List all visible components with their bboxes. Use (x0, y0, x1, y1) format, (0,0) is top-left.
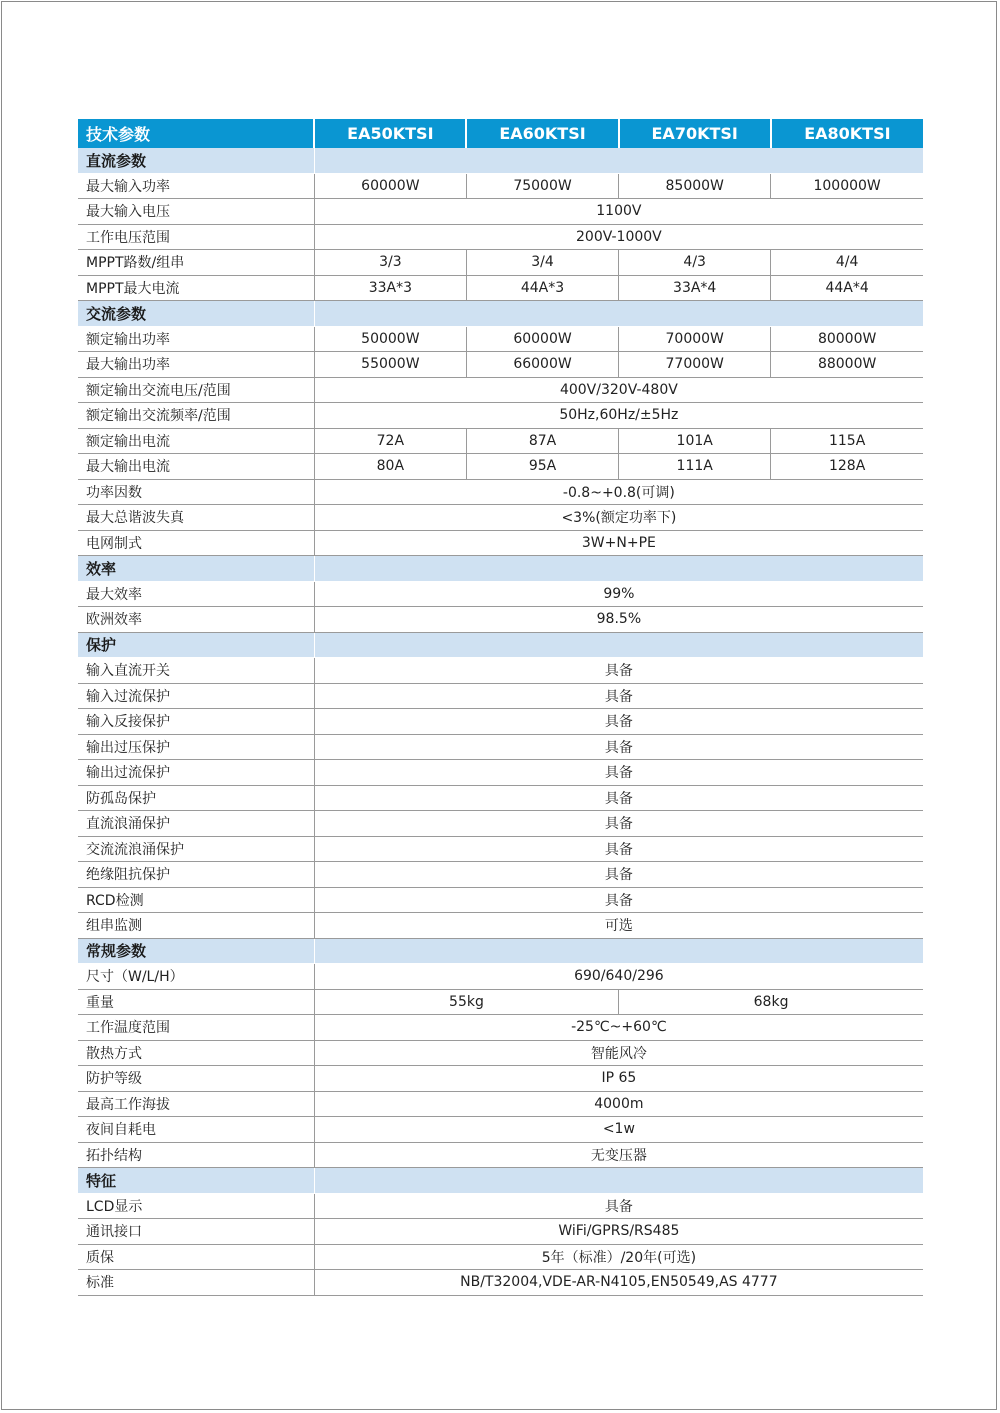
table-row (78, 811, 923, 837)
param-value: 66000W (466, 352, 618, 378)
param-value: 1100V (314, 199, 923, 225)
param-label: 输入直流开关 (78, 658, 314, 684)
param-value: 128A (771, 454, 923, 480)
section-fill (314, 556, 923, 582)
spec-table (78, 119, 923, 1296)
table-row (78, 479, 923, 505)
table-row (78, 403, 923, 429)
param-value: -25℃~+60℃ (314, 1015, 923, 1041)
param-value: 55000W (314, 352, 466, 378)
section-fill (314, 938, 923, 964)
param-label: 防护等级 (78, 1066, 314, 1092)
param-label: 防孤岛保护 (78, 785, 314, 811)
param-value: 68kg (619, 989, 923, 1015)
section-fill (314, 148, 923, 173)
table-row (78, 530, 923, 556)
table-header-row (78, 119, 923, 148)
table-row (78, 862, 923, 888)
param-value: 115A (771, 428, 923, 454)
section-title: 直流参数 (78, 148, 314, 173)
param-label: 标准 (78, 1270, 314, 1296)
table-row (78, 989, 923, 1015)
section-header-row (78, 556, 923, 582)
param-label: 额定输出功率 (78, 326, 314, 352)
param-value: 60000W (466, 326, 618, 352)
table-row (78, 173, 923, 199)
param-value: <3%(额定功率下) (314, 505, 923, 531)
param-value: 4000m (314, 1091, 923, 1117)
param-label: 电网制式 (78, 530, 314, 556)
table-row (78, 199, 923, 225)
header-model-ea60ktsi: EA60KTSI (466, 119, 618, 148)
table-row (78, 1015, 923, 1041)
param-value: 101A (619, 428, 771, 454)
param-label: 散热方式 (78, 1040, 314, 1066)
param-label: 组串监测 (78, 913, 314, 939)
param-label: MPPT路数/组串 (78, 250, 314, 276)
param-value: 具备 (314, 683, 923, 709)
param-label: 拓扑结构 (78, 1142, 314, 1168)
table-row (78, 275, 923, 301)
param-value: 智能风冷 (314, 1040, 923, 1066)
table-row (78, 250, 923, 276)
table-row (78, 1091, 923, 1117)
param-label: MPPT最大电流 (78, 275, 314, 301)
table-row (78, 377, 923, 403)
param-value: 95A (466, 454, 618, 480)
param-value: 98.5% (314, 607, 923, 633)
table-row (78, 1270, 923, 1296)
param-value: NB/T32004,VDE-AR-N4105,EN50549,AS 4777 (314, 1270, 923, 1296)
param-value: 具备 (314, 658, 923, 684)
param-value: 4/3 (619, 250, 771, 276)
param-value: 3/3 (314, 250, 466, 276)
param-label: 工作电压范围 (78, 224, 314, 250)
param-value: 80A (314, 454, 466, 480)
param-label: 功率因数 (78, 479, 314, 505)
param-value: 具备 (314, 862, 923, 888)
param-value: 85000W (619, 173, 771, 199)
section-header-row (78, 938, 923, 964)
param-value: 5年（标准）/20年(可选) (314, 1244, 923, 1270)
param-value: 111A (619, 454, 771, 480)
section-title: 特征 (78, 1168, 314, 1194)
table-row (78, 683, 923, 709)
param-label: 直流浪涌保护 (78, 811, 314, 837)
param-value: 3/4 (466, 250, 618, 276)
param-value: 200V-1000V (314, 224, 923, 250)
section-header-row (78, 148, 923, 173)
section-fill (314, 301, 923, 327)
param-label: 额定输出交流频率/范围 (78, 403, 314, 429)
param-label: 输入反接保护 (78, 709, 314, 735)
spec-table-body (78, 148, 923, 1295)
param-value: 690/640/296 (314, 964, 923, 990)
param-value: 50Hz,60Hz/±5Hz (314, 403, 923, 429)
param-value: IP 65 (314, 1066, 923, 1092)
param-value: <1w (314, 1117, 923, 1143)
param-value: 具备 (314, 811, 923, 837)
table-row (78, 785, 923, 811)
param-value: 具备 (314, 785, 923, 811)
param-label: 最大输出电流 (78, 454, 314, 480)
param-label: 最大总谐波失真 (78, 505, 314, 531)
header-model-ea70ktsi: EA70KTSI (619, 119, 771, 148)
table-row (78, 326, 923, 352)
header-param-label: 技术参数 (78, 119, 314, 148)
param-value: 88000W (771, 352, 923, 378)
param-value: 4/4 (771, 250, 923, 276)
param-label: 工作温度范围 (78, 1015, 314, 1041)
table-row (78, 581, 923, 607)
table-row (78, 1142, 923, 1168)
param-label: 额定输出电流 (78, 428, 314, 454)
table-row (78, 1219, 923, 1245)
param-label: 最大输入功率 (78, 173, 314, 199)
param-label: 额定输出交流电压/范围 (78, 377, 314, 403)
param-value: 3W+N+PE (314, 530, 923, 556)
param-value: 具备 (314, 709, 923, 735)
param-value: 400V/320V-480V (314, 377, 923, 403)
section-fill (314, 1168, 923, 1194)
param-label: 输入过流保护 (78, 683, 314, 709)
table-row (78, 760, 923, 786)
param-label: 最大输入电压 (78, 199, 314, 225)
param-value: 50000W (314, 326, 466, 352)
param-label: 最大效率 (78, 581, 314, 607)
param-value: 70000W (619, 326, 771, 352)
section-title: 保护 (78, 632, 314, 658)
table-row (78, 964, 923, 990)
param-label: 夜间自耗电 (78, 1117, 314, 1143)
param-value: 具备 (314, 887, 923, 913)
param-value: 87A (466, 428, 618, 454)
param-label: 输出过流保护 (78, 760, 314, 786)
param-value: 44A*4 (771, 275, 923, 301)
param-value: 80000W (771, 326, 923, 352)
param-label: 输出过压保护 (78, 734, 314, 760)
section-fill (314, 632, 923, 658)
param-label: 重量 (78, 989, 314, 1015)
section-title: 常规参数 (78, 938, 314, 964)
param-value: 55kg (314, 989, 618, 1015)
table-row (78, 913, 923, 939)
param-label: 交流流浪涌保护 (78, 836, 314, 862)
param-value: 具备 (314, 836, 923, 862)
param-value: 60000W (314, 173, 466, 199)
param-value: 44A*3 (466, 275, 618, 301)
header-model-ea80ktsi: EA80KTSI (771, 119, 923, 148)
section-header-row (78, 1168, 923, 1194)
table-row (78, 887, 923, 913)
section-title: 效率 (78, 556, 314, 582)
table-row (78, 709, 923, 735)
table-row (78, 1117, 923, 1143)
param-label: LCD显示 (78, 1193, 314, 1219)
param-label: 质保 (78, 1244, 314, 1270)
param-label: 绝缘阻抗保护 (78, 862, 314, 888)
param-value: 具备 (314, 734, 923, 760)
table-row (78, 1193, 923, 1219)
param-value: WiFi/GPRS/RS485 (314, 1219, 923, 1245)
param-value: -0.8~+0.8(可调) (314, 479, 923, 505)
param-label: 最大输出功率 (78, 352, 314, 378)
header-model-ea50ktsi: EA50KTSI (314, 119, 466, 148)
param-value: 可选 (314, 913, 923, 939)
table-row (78, 607, 923, 633)
table-row (78, 1244, 923, 1270)
param-value: 33A*3 (314, 275, 466, 301)
table-row (78, 428, 923, 454)
table-row (78, 352, 923, 378)
table-row (78, 1066, 923, 1092)
param-value: 无变压器 (314, 1142, 923, 1168)
param-label: RCD检测 (78, 887, 314, 913)
table-row (78, 505, 923, 531)
param-label: 欧洲效率 (78, 607, 314, 633)
section-header-row (78, 301, 923, 327)
table-row (78, 658, 923, 684)
param-value: 77000W (619, 352, 771, 378)
table-row (78, 454, 923, 480)
param-value: 100000W (771, 173, 923, 199)
param-value: 33A*4 (619, 275, 771, 301)
section-title: 交流参数 (78, 301, 314, 327)
param-value: 具备 (314, 760, 923, 786)
table-row (78, 1040, 923, 1066)
section-header-row (78, 632, 923, 658)
param-value: 75000W (466, 173, 618, 199)
param-value: 99% (314, 581, 923, 607)
param-label: 尺寸（W/L/H） (78, 964, 314, 990)
table-row (78, 224, 923, 250)
table-row (78, 836, 923, 862)
param-label: 通讯接口 (78, 1219, 314, 1245)
param-label: 最高工作海拔 (78, 1091, 314, 1117)
table-row (78, 734, 923, 760)
param-value: 72A (314, 428, 466, 454)
param-value: 具备 (314, 1193, 923, 1219)
